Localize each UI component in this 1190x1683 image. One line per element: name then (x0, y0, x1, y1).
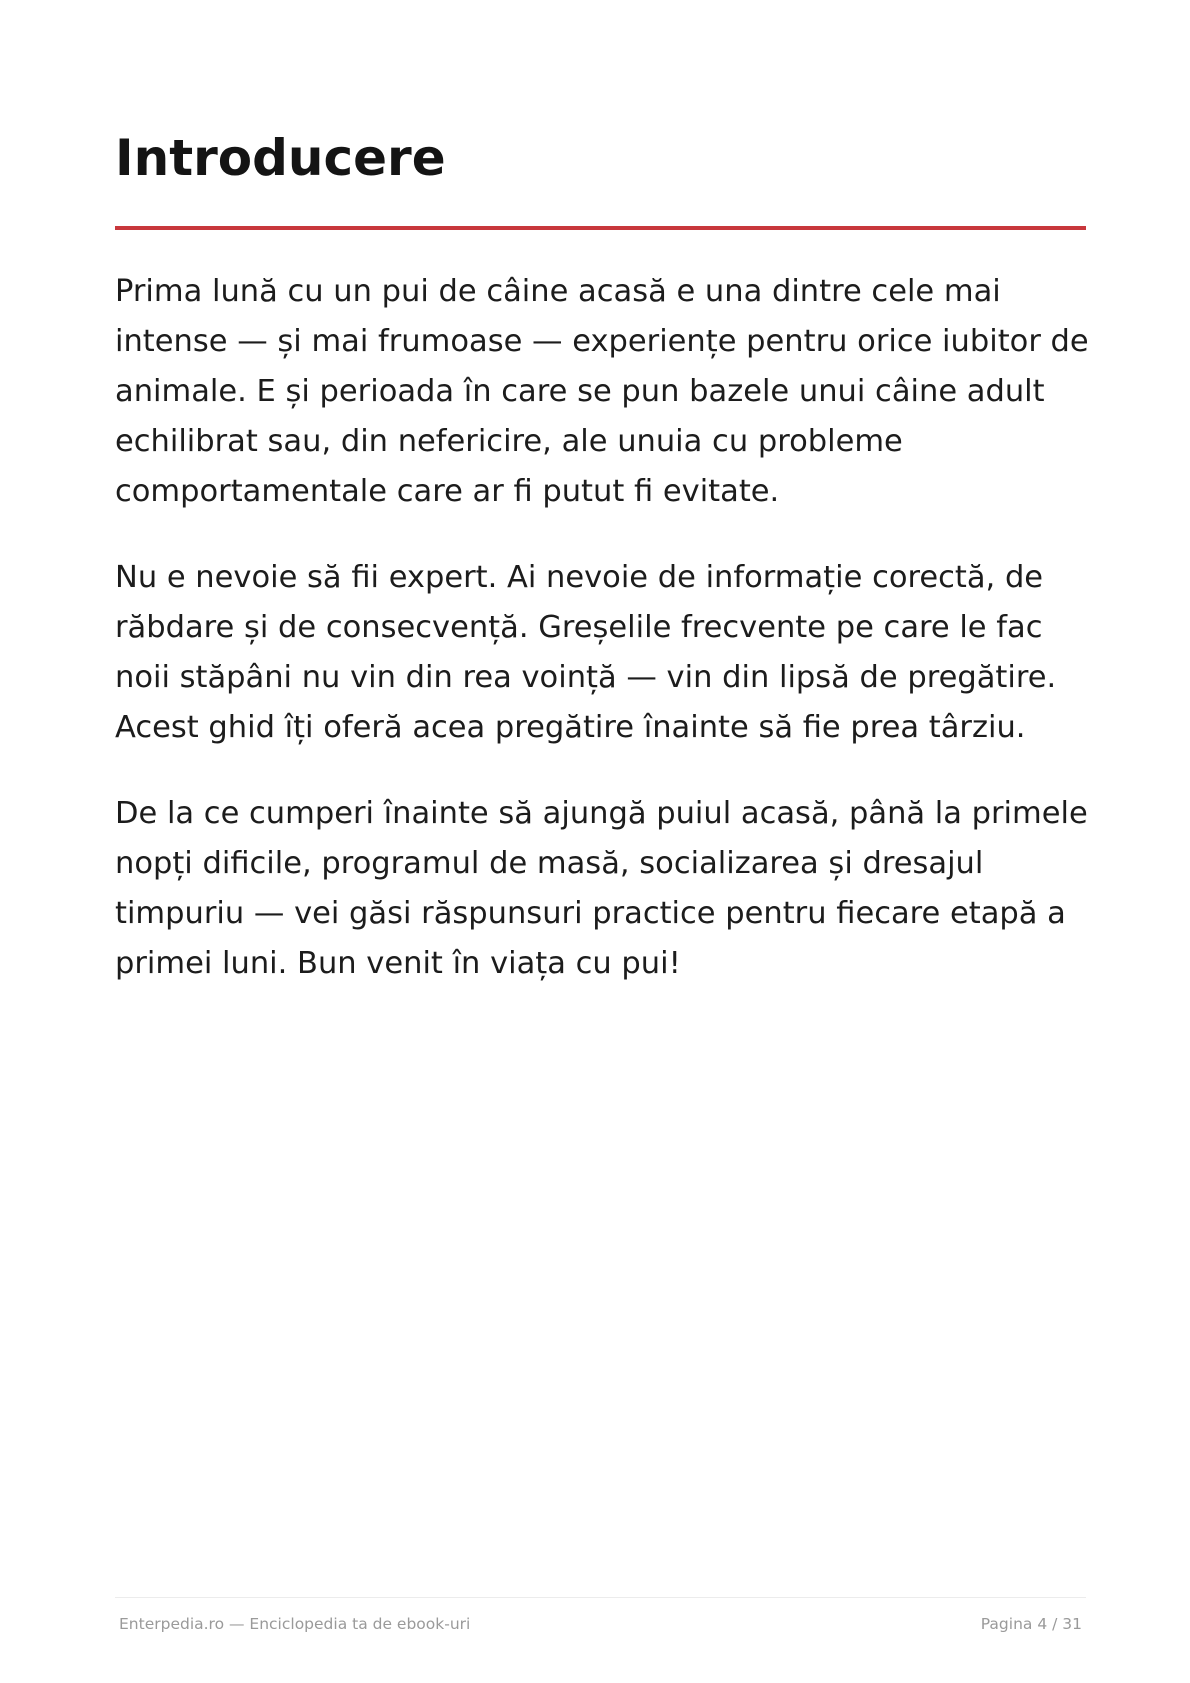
paragraph: Prima lună cu un pui de câine acasă e una dintre cele mai intense — și mai frumoase — experiențe pentru orice iubitor de animale. E și perioada în care se pun bazele unui câine adult echilibrat sau, din nefericire, ale unuia cu probleme comportamentale care ar fi putut fi evitate. (115, 274, 1089, 509)
body-text (115, 267, 1100, 1025)
title-divider (115, 226, 1086, 230)
paragraph: Nu e nevoie să fii expert. Ai nevoie de informație corectă, de răbdare și de consecvență. Greșelile frecvente pe care le fac noii stăpâni nu vin din rea voință — vin din lipsă de pregătire. Acest ghid îți oferă acea pregătire înainte să fie prea târziu. (115, 560, 1057, 745)
footer-page-number: Pagina 4 / 31 (980, 1615, 1082, 1633)
page-title: Introducere (115, 129, 446, 187)
footer-divider (115, 1597, 1086, 1598)
footer-site-name: Enterpedia.ro — Enciclopedia ta de ebook-uri (119, 1615, 471, 1633)
paragraph: De la ce cumperi înainte să ajungă puiul acasă, până la primele nopți dificile, programul de masă, socializarea și dresajul timpuriu — vei găsi răspunsuri practice pentru fiecare etapă a primei luni. Bun venit în viața cu pui! (115, 796, 1088, 981)
